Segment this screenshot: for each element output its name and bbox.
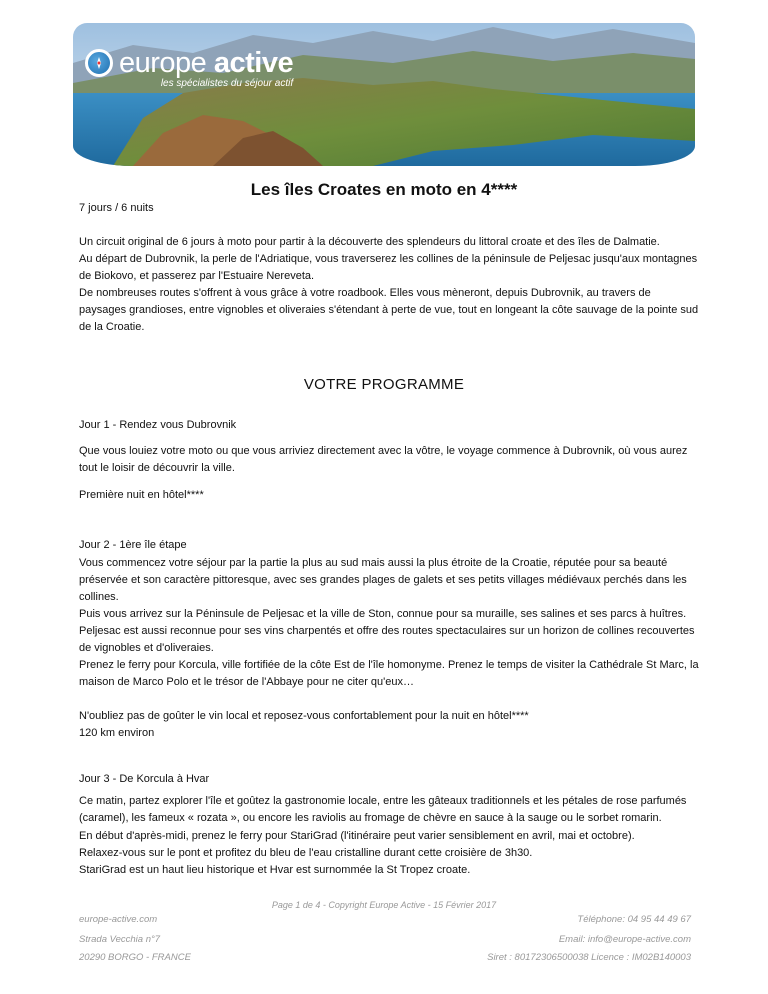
footer-siret: Siret : 80172306500038 Licence : IM02B140003 bbox=[487, 952, 691, 963]
intro-paragraph-3: De nombreuses routes s'offrent à vous grâce à votre roadbook. Elles vous mèneront, depuis Dubrovnik, au travers de paysages grandioses, entre vignobles et oliveraies s'étendant à perte de vue, tout en longeant la côte sauvage de la pointe sud de la Croatie. bbox=[79, 287, 699, 334]
day3-text-2: En début d'après-midi, prenez le ferry pour StariGrad (l'itinéraire peut varier sensiblement en avril, mai et octobre). bbox=[79, 830, 635, 842]
footer-email[interactable]: Email: info@europe-active.com bbox=[558, 934, 691, 945]
day3-heading: Jour 3 - De Korcula à Hvar bbox=[79, 773, 210, 785]
footer-address: Strada Vecchia n°7 bbox=[79, 934, 161, 945]
brand-name-regular: europe bbox=[119, 47, 207, 79]
programme-heading: VOTRE PROGRAMME bbox=[303, 376, 465, 393]
header-banner bbox=[73, 23, 695, 166]
day3-text-4: StariGrad est un haut lieu historique et Hvar est surnommée la St Tropez croate. bbox=[79, 864, 471, 876]
footer-website[interactable]: europe-active.com bbox=[79, 914, 158, 925]
day2-text-2: Puis vous arrivez sur la Péninsule de Peljesac et la ville de Ston, connue pour sa muraille, ses salines et ses parcs à huîtres. bbox=[79, 608, 687, 620]
day1-heading: Jour 1 - Rendez vous Dubrovnik bbox=[79, 419, 237, 431]
page-footer-info: Page 1 de 4 - Copyright Europe Active - 15 Février 2017 bbox=[271, 900, 497, 910]
brand-name-bold: active bbox=[213, 47, 294, 79]
day2-note: N'oubliez pas de goûter le vin local et reposez-vous confortablement pour la nuit en hôtel**** bbox=[79, 710, 529, 722]
day1-text: Que vous louiez votre moto ou que vous arriviez directement avec la vôtre, le voyage commence à Dubrovnik, où vous aurez tout le loisir de découvrir la ville. bbox=[79, 445, 688, 475]
day3-text-1: Ce matin, partez explorer l'île et goûtez la gastronomie locale, entre les gâteaux traditionnels et les pétales de rose parfumés (caramel), les fameux « rozata », ou encore les raviolis au fromage de chèvre en sauce à la sauge ou le sorbet romarin. bbox=[79, 795, 687, 825]
footer-phone: Téléphone: 04 95 44 49 67 bbox=[577, 914, 691, 925]
trip-duration: 7 jours / 6 nuits bbox=[79, 202, 154, 214]
day2-heading: Jour 2 - 1ère île étape bbox=[79, 539, 187, 551]
footer-city: 20290 BORGO - FRANCE bbox=[79, 952, 191, 963]
day2-text-4: Prenez le ferry pour Korcula, ville fortifiée de la côte Est de l'île homonyme. Prenez le temps de visiter la Cathédrale St Marc, la maison de Marco Polo et le trésor de l'Abbaye pour ne citer qu'eux… bbox=[79, 659, 699, 689]
day3-text-3: Relaxez-vous sur le pont et profitez du bleu de l'eau cristalline durant cette croisière de 3h30. bbox=[79, 847, 533, 859]
brand-logo[interactable] bbox=[85, 49, 293, 89]
intro-paragraph-2: Au départ de Dubrovnik, la perle de l'Adriatique, vous traverserez les collines de la péninsule de Peljesac jusqu'aux montagnes de Biokovo, et passerez par l'Estuaire Nereveta. bbox=[79, 253, 698, 283]
intro-paragraph-1: Un circuit original de 6 jours à moto pour partir à la découverte des splendeurs du littoral croate et des îles de Dalmatie. bbox=[79, 236, 660, 248]
page-title: Les îles Croates en moto en 4**** bbox=[250, 180, 518, 199]
landscape-photo bbox=[73, 23, 695, 166]
day2-text-3: Peljesac est aussi reconnue pour ses vins charpentés et offre des routes spectaculaires sur un horizon de collines recouvertes de vignobles et d'oliveraies. bbox=[79, 625, 695, 655]
brand-tagline: les spécialistes du séjour actif bbox=[160, 78, 294, 89]
day2-text-1: Vous commencez votre séjour par la partie la plus au sud mais aussi la plus étroite de la Croatie, réputée pour sa beauté préservée et son caractère pittoresque, avec ses grandes plages de galets et ses petits villages médiévaux perchés dans les collines. bbox=[79, 557, 687, 604]
day1-note: Première nuit en hôtel**** bbox=[79, 489, 204, 501]
compass-icon bbox=[85, 49, 113, 77]
day2-distance: 120 km environ bbox=[79, 727, 155, 739]
